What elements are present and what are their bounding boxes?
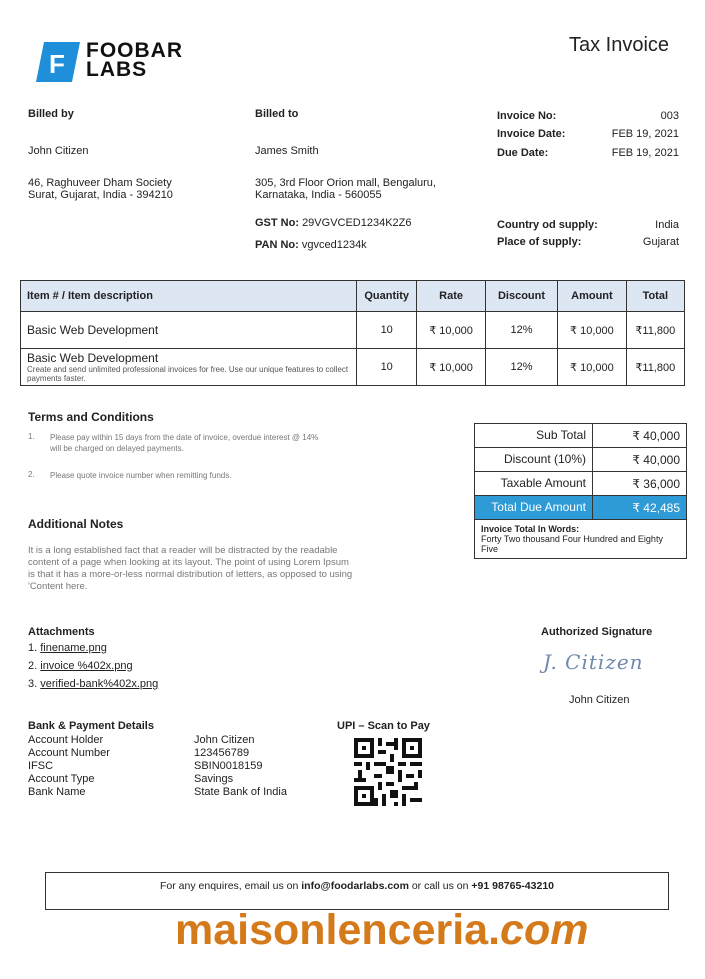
bank-details: Account Holder John Citizen Account Number 123456789 IFSC SBIN0018159 Account Type Savings Bank Name State Bank of India [28, 734, 287, 798]
signature-title: Authorized Signature [541, 626, 653, 638]
company-name: FOOBAR LABS [86, 39, 183, 81]
gst-number: GST No: 29VGVCED1234K2Z6 [255, 217, 412, 229]
discount-row: Discount (10%) ₹ 40,000 [475, 448, 686, 472]
item-quantity: 10 [357, 312, 417, 349]
totals-box [474, 423, 687, 559]
footer-email[interactable]: info@foodarlabs.com [301, 880, 409, 892]
qr-code-icon[interactable] [354, 738, 422, 806]
col-discount: Discount [485, 281, 557, 312]
invoice-number: Invoice No: 003 [497, 110, 679, 122]
item-discount: 12% [485, 349, 557, 386]
item-description: Basic Web Development Create and send unlimited professional invoices for free. Use our unique features to collect payments faster. [21, 349, 357, 386]
attachment-link[interactable]: verified-bank%402x.png [40, 678, 159, 690]
invoice-date: Invoice Date: FEB 19, 2021 [497, 128, 679, 140]
item-total: ₹11,800 [626, 349, 684, 386]
due-date: Due Date: FEB 19, 2021 [497, 147, 679, 159]
col-amount: Amount [558, 281, 626, 312]
signature-image: J. Citizen [543, 650, 644, 674]
footer-contact: For any enquires, email us on info@foodarlabs.com or call us on +91 98765-43210 [45, 872, 669, 910]
company-logo-mark [36, 42, 80, 82]
billed-by-name: John Citizen [28, 145, 89, 157]
svg-text:F: F [49, 49, 65, 79]
billed-to-address: 305, 3rd Floor Orion mall, Bengaluru, Karnataka, India - 560055 [255, 177, 436, 201]
item-amount: ₹ 10,000 [558, 349, 626, 386]
taxable-row: Taxable Amount ₹ 36,000 [475, 472, 686, 496]
col-rate: Rate [417, 281, 485, 312]
total-due-row: Total Due Amount ₹ 42,485 [475, 496, 686, 520]
col-item: Item # / Item description [21, 281, 357, 312]
billed-by-label: Billed by [28, 108, 74, 120]
terms-title: Terms and Conditions [28, 410, 154, 424]
notes-body: It is a long established fact that a reader will be distracted by the readable content of a page when looking at its layout. The point of using Lorem Ipsum is that it has a more-or-less normal distribution of letters, as opposed to using 'Content here. [28, 545, 353, 592]
place-of-supply: Place of supply: Gujarat [497, 236, 679, 248]
notes-title: Additional Notes [28, 517, 124, 531]
item-amount: ₹ 10,000 [558, 312, 626, 349]
total-in-words: Invoice Total In Words: Forty Two thousand Four Hundred and Eighty Five [481, 524, 663, 554]
table-row [21, 312, 685, 349]
item-total: ₹11,800 [626, 312, 684, 349]
upi-title: UPI – Scan to Pay [337, 720, 430, 732]
billed-to-label: Billed to [255, 108, 299, 120]
col-total: Total [626, 281, 684, 312]
table-header-row [21, 281, 685, 312]
attachment-item: 1. finename.png [28, 642, 107, 654]
term-item: 1. Please pay within 15 days from the date of invoice, overdue interest @ 14% will be charged on delayed payments. [28, 432, 319, 453]
pan-number: PAN No: vgvced1234k [255, 239, 367, 251]
col-quantity: Quantity [357, 281, 417, 312]
subtotal-row: Sub Total ₹ 40,000 [475, 424, 686, 448]
item-description: Basic Web Development [21, 312, 357, 349]
attachment-item: 3. verified-bank%402x.png [28, 678, 159, 690]
attachments-title: Attachments [28, 626, 95, 638]
items-table [20, 280, 685, 386]
item-rate: ₹ 10,000 [417, 349, 485, 386]
attachment-item: 2. invoice %402x.png [28, 660, 133, 672]
item-quantity: 10 [357, 349, 417, 386]
table-row [21, 349, 685, 386]
signature-name: John Citizen [569, 694, 630, 706]
document-title: Tax Invoice [569, 34, 670, 56]
footer-phone[interactable]: +91 98765-43210 [471, 880, 554, 892]
term-item: 2. Please quote invoice number when remitting funds. [28, 470, 232, 480]
bank-title: Bank & Payment Details [28, 720, 154, 732]
billed-by-address: 46, Raghuveer Dham Society Surat, Gujarat, India - 394210 [28, 177, 173, 201]
country-of-supply: Country od supply: India [497, 219, 679, 231]
attachment-link[interactable]: invoice %402x.png [40, 660, 133, 672]
watermark-text: maisonlenceria.com [175, 906, 589, 954]
item-rate: ₹ 10,000 [417, 312, 485, 349]
attachment-link[interactable]: finename.png [40, 642, 107, 654]
billed-to-name: James Smith [255, 145, 319, 157]
item-discount: 12% [485, 312, 557, 349]
